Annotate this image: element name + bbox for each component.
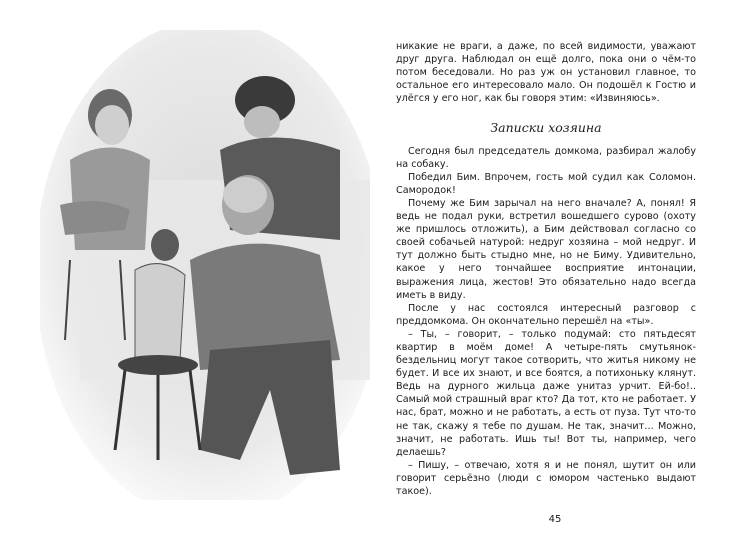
paragraph: – Пишу, – отвечаю, хотя я и не понял, шутит он или говорит серьёзно (люди с юмором частенько выдают такое). [396, 459, 696, 497]
paragraph: Сегодня был председатель домкома, разбирал жалобу на собаку. [396, 145, 696, 170]
paragraph: После у нас состоялся интересный разговор с преддомкома. Он окончательно перешёл на «ты». [396, 302, 696, 327]
illustration [40, 30, 370, 500]
paragraph-continued: никакие не враги, а даже, по всей видимости, уважают друг друга. Наблюдал он ещё долго, пока они о чём-то потом беседовали. Но раз уж он установил главное, то остальное его интересовало мало. Он подошёл к Гостю и улёгся у его ног, как бы говоря этим: «Извиняюсь». [396, 41, 696, 105]
ink-wash-drawing [40, 30, 370, 500]
page-number: 45 [548, 514, 562, 525]
section-heading: Записки хозяина [490, 120, 602, 136]
paragraph: Победил Бим. Впрочем, гость мой судил как Соломон. Самородок! [396, 171, 696, 196]
paragraph: Почему же Бим зарычал на него вначале? А, понял! Я ведь не подал руки, встретил вошедшего сурово (охоту же пришлось отложить), а Бим действовал согласно со своей собачьей натурой: недруг хозяина – мой недруг. И тут должно быть стыдно мне, но не Биму. Удивительно, какое у него тончайшее восприятие интонации, выражения лица, жестов! Это обязательно надо всегда иметь в виду. [396, 197, 696, 301]
text-column [396, 40, 696, 498]
paragraph: – Ты, – говорит, – только подумай: сто пятьдесят квартир в моём доме! А четыре-пять смутьянок-бездельниц могут такое сотворить, что житья никому не будет. И все их знают, и все боятся, а потихоньку клянут. Ведь на дурного жильца даже унитаз урчит. Ей-бо!.. Самый мой страшный враг кто? Да тот, кто не работает. У нас, брат, можно и не работать, а есть от пуза. Тут что-то не так, скажу я тебе по душам. Не так, значит… Можно, значит, не работать. Ишь ты! Вот ты, например, чего делаешь? [396, 328, 696, 458]
